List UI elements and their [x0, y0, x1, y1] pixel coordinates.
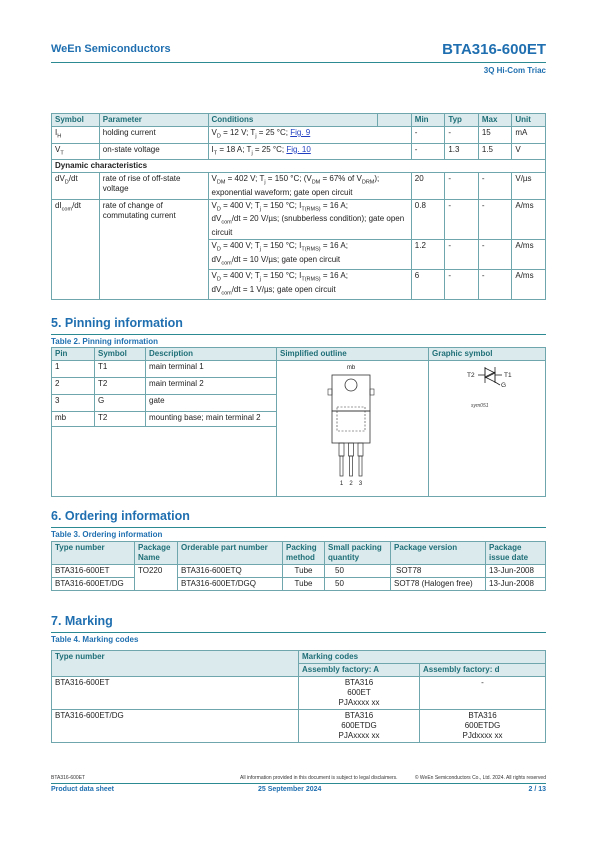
table-row: 3 G gate: [52, 395, 546, 412]
pin-number: 1: [339, 481, 344, 487]
col-simplified-outline: Simplified outline: [277, 348, 429, 361]
fig10-link[interactable]: Fig. 10: [286, 144, 311, 154]
col-package-name: Package Name: [135, 542, 178, 565]
to220-outline-icon: [277, 361, 422, 493]
footer-doc-type: Product data sheet: [51, 786, 115, 793]
g-label: G: [501, 382, 507, 389]
table-row: $dI_{com}/dt$ rate of change of commutating current $V_D = 400$ V; $T_j = 150$ °C; $I_{T(RMS)} = 16$ A; $dV_{com}/dt = 20$ V/µs; (snubberless condition); gate open circuit 0.8 - - A/ms: [52, 199, 546, 239]
part-number: BTA316-600ET: [442, 41, 546, 58]
table-row: BTA316-600ET/DG BTA316 600ETDG PJAxxxx xx BTA316 600ETDG PJdxxxx xx: [52, 710, 546, 743]
mb-label: mb: [346, 365, 356, 371]
table-row: BTA316-600ET TO220 BTA316-600ETQ Tube 50 SOT78 13-Jun-2008: [52, 565, 546, 578]
table-row: $V_D = 400$ V; $T_j = 150$ °C; $I_{T(RMS)} = 16$ A; $dV_{com}/dt = 10$ V/µs; gate open circuit 1.2 - - A/ms: [52, 239, 546, 269]
col-filler: [378, 114, 412, 127]
marking-table: [51, 650, 546, 743]
table-row: 1 T1 main terminal 1 mb 1 2 3 T2 T1 G sym051: [52, 361, 546, 378]
col-pin: Pin: [52, 348, 95, 361]
table-row: $I_H$ holding current $V_D = 12$ V; $T_j = 25$ °C; Fig. 9 - - 15 mA: [52, 127, 546, 144]
col-graphic-symbol: Graphic symbol: [429, 348, 546, 361]
section-rule: [51, 632, 546, 633]
ordering-table-caption: Table 3. Ordering information: [51, 530, 163, 539]
ordering-section-title: 6. Ordering information: [51, 509, 190, 523]
col-packing-qty: Small packing quantity: [325, 542, 391, 565]
header-rule: [51, 62, 546, 63]
col-symbol: Symbol: [52, 114, 100, 127]
col-factory-a: Assembly factory: A: [299, 664, 420, 677]
footer-doc: BTA316-600ET: [51, 775, 86, 781]
ordering-table: [51, 541, 546, 591]
characteristics-table: [51, 113, 546, 300]
footer-page: 2 / 13: [528, 786, 546, 793]
col-package-version: Package version: [391, 542, 486, 565]
col-marking-codes: Marking codes: [299, 651, 546, 664]
col-parameter: Parameter: [99, 114, 208, 127]
simplified-outline: [277, 361, 429, 497]
footer-date: 25 September 2024: [258, 786, 322, 793]
symbol-ref: sym051: [471, 403, 489, 409]
footer-copyright: © WeEn Semiconductors Co., Ltd. 2024. All rights reserved: [414, 775, 546, 781]
col-packing-method: Packing method: [283, 542, 325, 565]
marking-section-title: 7. Marking: [51, 614, 113, 628]
col-unit: Unit: [512, 114, 546, 127]
col-typ: Typ: [445, 114, 479, 127]
company-name: WeEn Semiconductors: [51, 43, 171, 55]
footer-disclaimer: All information provided in this document is subject to legal disclaimers.: [240, 775, 398, 781]
pinning-empty-cell: [52, 427, 277, 497]
table-row: 2 T2 main terminal 2: [52, 378, 546, 395]
section-rule: [51, 334, 546, 335]
table-row: $dV_D/dt$ rate of rise of off-state voltage $V_{DM} = 402$ V; $T_j = 150$ °C; ($V_{DM} = 67\%$ of $V_{DRM}$); exponential waveform; gate open circuit 20 - - V/µs: [52, 173, 546, 200]
col-issue-date: Package issue date: [486, 542, 546, 565]
marking-table-caption: Table 4. Marking codes: [51, 635, 139, 644]
part-subtitle: 3Q Hi-Com Triac: [483, 66, 546, 75]
pinning-section-title: 5. Pinning information: [51, 316, 183, 330]
table-row: $V_T$ on-state voltage $I_T = 18$ A; $T_j = 25$ °C; Fig. 10 - 1.3 1.5 V: [52, 143, 546, 160]
t2-label: T2: [467, 372, 475, 379]
col-marking-type: Type number: [52, 651, 299, 677]
pinning-table: [51, 347, 546, 497]
pinning-table-caption: Table 2. Pinning information: [51, 337, 158, 346]
col-conditions: Conditions: [208, 114, 378, 127]
graphic-symbol: [429, 361, 546, 497]
table-row: BTA316-600ET BTA316 600ET PJAxxxx xx -: [52, 677, 546, 710]
pin-number: 3: [358, 481, 363, 487]
col-pin-symbol: Symbol: [95, 348, 146, 361]
fig9-link[interactable]: Fig. 9: [290, 128, 311, 137]
table-row: $V_D = 400$ V; $T_j = 150$ °C; $I_{T(RMS)} = 16$ A; $dV_{com}/dt = 1$ V/µs; gate open circuit 6 - - A/ms: [52, 270, 546, 300]
footer-rule: [51, 783, 546, 784]
section-rule: [51, 527, 546, 528]
col-type-number: Type number: [52, 542, 135, 565]
col-max: Max: [478, 114, 512, 127]
t1-label: T1: [504, 372, 512, 379]
col-orderable-part: Orderable part number: [178, 542, 283, 565]
col-min: Min: [411, 114, 445, 127]
col-factory-d: Assembly factory: d: [420, 664, 546, 677]
table-row: BTA316-600ET/DG BTA316-600ET/DGQ Tube 50 SOT78 (Halogen free) 13-Jun-2008: [52, 578, 546, 591]
dynamic-section-label: Dynamic characteristics: [52, 160, 546, 173]
triac-symbol-icon: [429, 361, 541, 493]
col-description: Description: [146, 348, 277, 361]
pin-number: 2: [349, 481, 353, 487]
table-row: mb T2 mounting base; main terminal 2: [52, 412, 546, 427]
